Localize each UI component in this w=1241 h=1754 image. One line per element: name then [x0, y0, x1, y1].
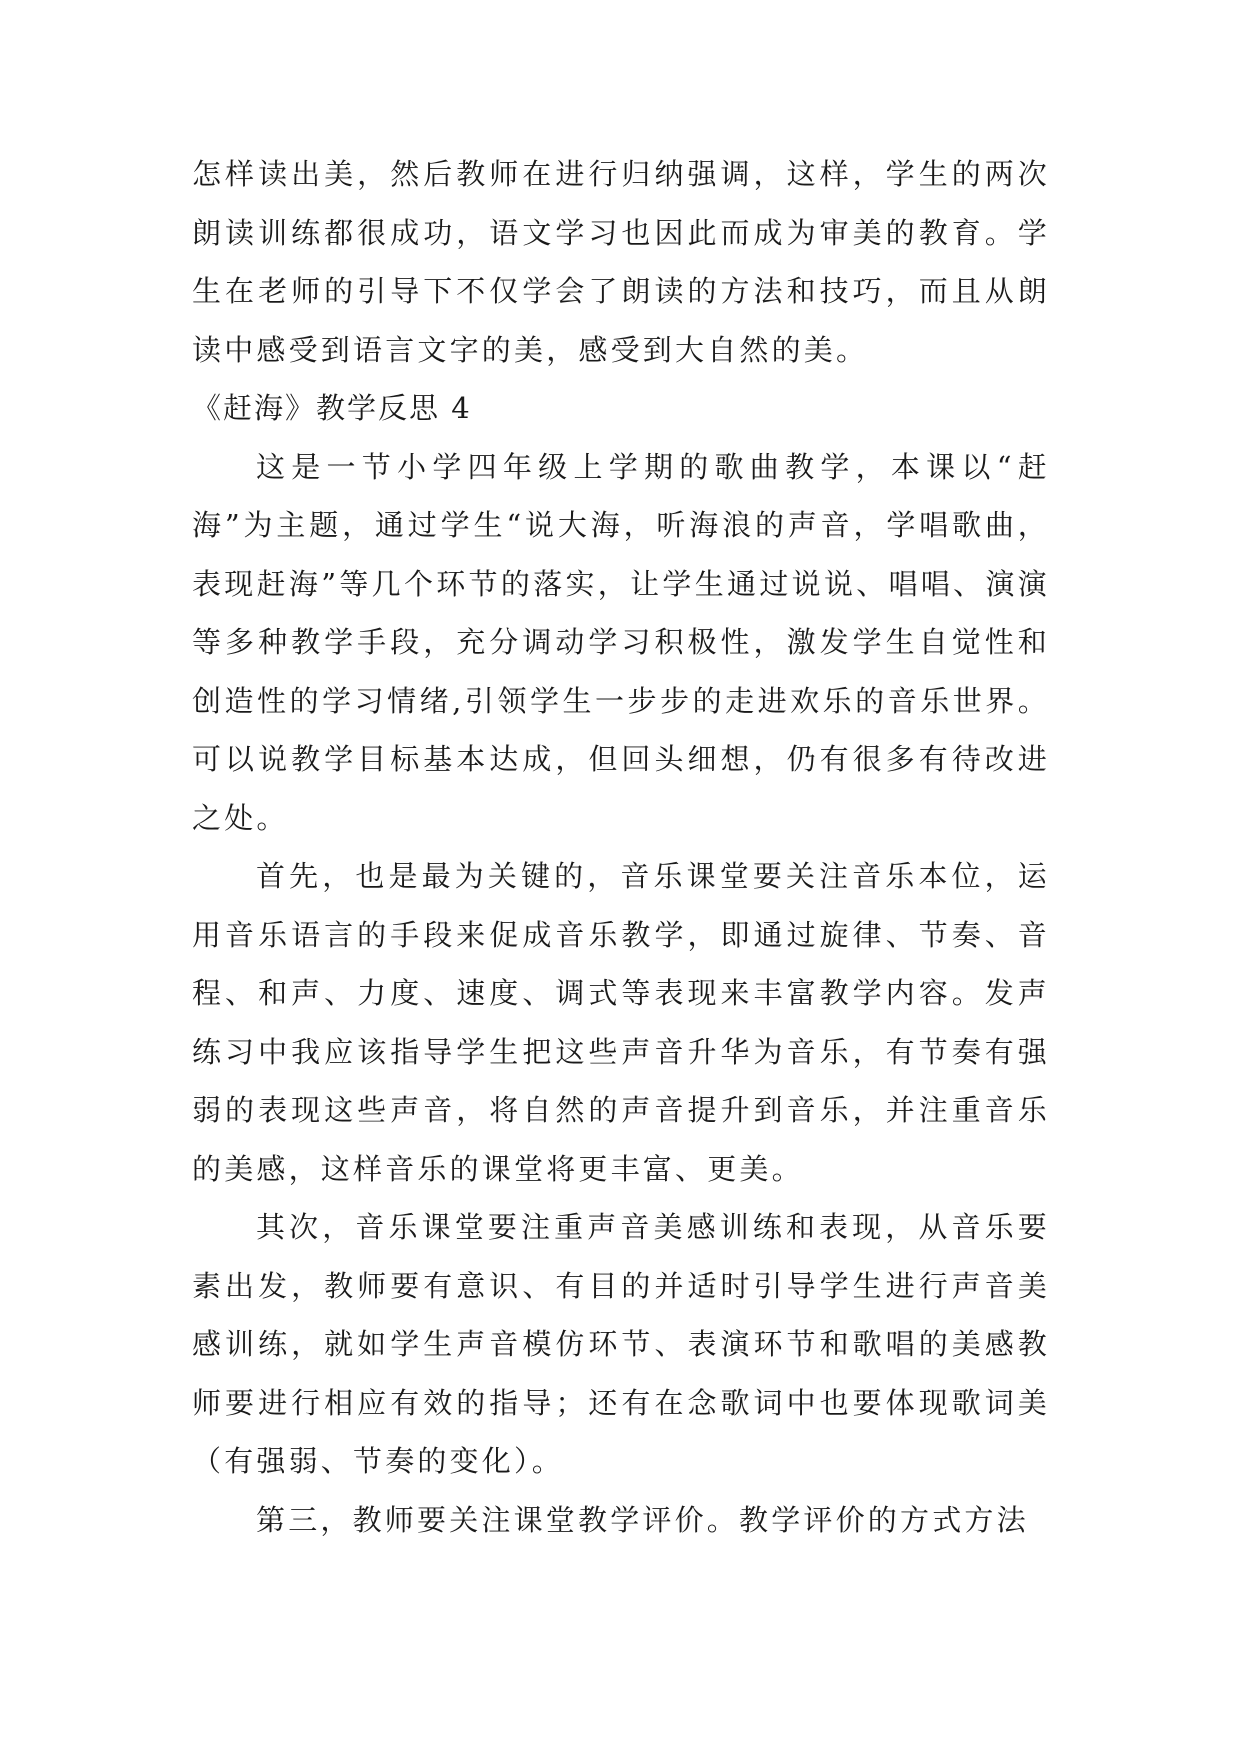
- paragraph-continuation: 怎样读出美，然后教师在进行归纳强调，这样，学生的两次朗读训练都很成功，语文学习也因此而成为审美的教育。学生在老师的引导下不仅学会了朗读的方法和技巧，而且从朗读中感受到语言文字的美，感受到大自然的美。: [192, 157, 1050, 367]
- document-body: [192, 145, 1050, 1549]
- paragraph-second-point: 其次，音乐课堂要注重声音美感训练和表现，从音乐要素出发，教师要有意识、有目的并适时引导学生进行声音美感训练，就如学生声音模仿环节、表演环节和歌唱的美感教师要进行相应有效的指导；还有在念歌词中也要体现歌词美（有强弱、节奏的变化）。: [192, 1210, 1050, 1478]
- paragraph-third-point: 第三，教师要关注课堂教学评价。教学评价的方式方法: [256, 1502, 1029, 1537]
- section-heading: 《赶海》教学反思 4: [192, 391, 472, 425]
- paragraph-intro: 这是一节小学四年级上学期的歌曲教学，本课以“赶海”为主题，通过学生“说大海，听海浪的声音，学唱歌曲，表现赶海”等几个环节的落实，让学生通过说说、唱唱、演演等多种教学手段，充分调动学习积极性，激发学生自觉性和创造性的学习情绪,引领学生一步步的走进欢乐的音乐世界。可以说教学目标基本达成，但回头细想，仍有很多有待改进之处。: [192, 449, 1050, 835]
- paragraph-first-point: 首先，也是最为关键的，音乐课堂要关注音乐本位，运用音乐语言的手段来促成音乐教学，即通过旋律、节奏、音程、和声、力度、速度、调式等表现来丰富教学内容。发声练习中我应该指导学生把这些声音升华为音乐，有节奏有强弱的表现这些声音，将自然的声音提升到音乐，并注重音乐的美感，这样音乐的课堂将更丰富、更美。: [192, 859, 1050, 1186]
